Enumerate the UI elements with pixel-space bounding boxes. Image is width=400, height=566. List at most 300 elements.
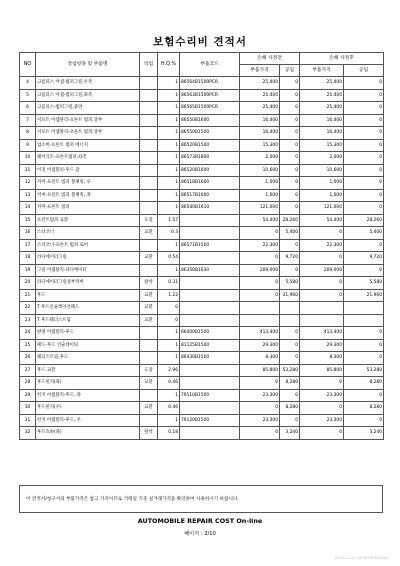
row-price-before: 8,300 xyxy=(240,352,280,365)
row-labor-before: 0 xyxy=(280,164,300,177)
row-part-code xyxy=(180,377,240,390)
row-price-before: 0 xyxy=(240,402,280,415)
row-labor-before: 0 xyxy=(280,202,300,215)
row-labor-after: 0 xyxy=(344,414,384,427)
row-method xyxy=(140,139,158,152)
table-row xyxy=(20,164,384,177)
row-hq: 1 xyxy=(158,152,180,165)
row-price-after: 0 xyxy=(300,289,344,302)
row-hq: 1 xyxy=(158,127,180,140)
row-work-item: 커버-프런트 범퍼 블랭킹, 좌 xyxy=(36,189,140,202)
header-method: 작업 xyxy=(140,53,158,77)
row-method: 도장 xyxy=(140,364,158,377)
row-labor-before: 0 xyxy=(280,152,300,165)
row-price-after: 15,300 xyxy=(300,139,344,152)
row-price-before: 54,400 xyxy=(240,214,280,227)
row-price-after: 16,400 xyxy=(300,127,344,140)
row-price-after: 0 xyxy=(300,252,344,265)
row-no: 23 xyxy=(20,314,36,327)
row-part-code xyxy=(180,289,240,302)
row-hq: 0.31 xyxy=(158,277,180,290)
row-part-code: 86563B1500PCR xyxy=(180,89,240,102)
row-price-before: 209,000 xyxy=(240,264,280,277)
row-price-before: 10,600 xyxy=(240,164,280,177)
row-labor-after: 21,960 xyxy=(344,289,384,302)
row-price-before: 16,400 xyxy=(240,127,280,140)
row-labor-before: 0 xyxy=(280,389,300,402)
row-no: 12 xyxy=(20,177,36,190)
row-labor-after: 9,720 xyxy=(344,252,384,265)
table-row xyxy=(20,239,384,252)
row-no: 28 xyxy=(20,377,36,390)
row-work-item: 커버-프런트 범퍼 블랭킹, 우 xyxy=(36,177,140,190)
row-hq: 1 xyxy=(158,352,180,365)
row-hq: 1 xyxy=(158,114,180,127)
row-labor-after: 0 xyxy=(344,114,384,127)
row-hq: 1 xyxy=(158,139,180,152)
row-price-before: 0 xyxy=(240,252,280,265)
footer-title: AUTOMOBILE REPAIR COST On-line xyxy=(137,517,263,525)
row-price-before: 25,400 xyxy=(240,77,280,90)
row-part-code xyxy=(180,314,240,327)
row-method: 도장 xyxy=(140,214,158,227)
row-method xyxy=(140,77,158,90)
table-row xyxy=(20,102,384,115)
row-part-code: 66400B1500 xyxy=(180,327,240,340)
row-labor-before: 0 xyxy=(280,114,300,127)
row-method: 교환 xyxy=(140,289,158,302)
row-labor-after xyxy=(344,302,384,315)
row-price-before: 22,300 xyxy=(240,239,280,252)
row-method xyxy=(140,202,158,215)
row-no: 30 xyxy=(20,402,36,415)
row-work-item: 힌지 어셈블리-후드, 우 xyxy=(36,414,140,427)
row-labor-after: 3,240 xyxy=(344,427,384,440)
row-price-before: 1,000 xyxy=(240,189,280,202)
row-labor-after: 0 xyxy=(344,177,384,190)
row-no: 19 xyxy=(20,264,36,277)
row-price-after: 10,600 xyxy=(300,164,344,177)
table-row xyxy=(20,177,384,190)
row-part-code: 86564B1500PCR xyxy=(180,77,240,90)
table-row xyxy=(20,189,384,202)
header-part-code: 부품코드 xyxy=(180,53,240,77)
row-work-item: 이징 어셈블리-후드 잠 xyxy=(36,164,140,177)
header-work-item: 작업항목 및 부품명 xyxy=(36,53,140,77)
row-work-item: 크롬피스 어셈-범퍼그릴,좌측 xyxy=(36,89,140,102)
row-no: 24 xyxy=(20,327,36,340)
row-part-code: 86550B1500 xyxy=(180,127,240,140)
row-price-after: 23,300 xyxy=(300,414,344,427)
row-work-item: T 후드인슐레이션패드 xyxy=(36,302,140,315)
table-row xyxy=(20,427,384,440)
row-part-code: 79120B1500 xyxy=(180,414,240,427)
row-no: 4 xyxy=(20,77,36,90)
row-price-after: 1,000 xyxy=(300,189,344,202)
estimate-table xyxy=(19,52,384,440)
row-price-after: 1,000 xyxy=(300,177,344,190)
row-labor-after xyxy=(344,314,384,327)
table-row xyxy=(20,77,384,90)
page-number: 페이지 : 2/10 xyxy=(184,531,216,537)
row-price-after: 22,300 xyxy=(300,239,344,252)
row-labor-after: 0 xyxy=(344,389,384,402)
row-work-item: 웨어식트-프론트범퍼,좌측 xyxy=(36,152,140,165)
row-part-code xyxy=(180,427,240,440)
row-labor-before: 8,280 xyxy=(280,402,300,415)
row-work-item: 업소버-프론트 범퍼 에너지 xyxy=(36,139,140,152)
row-labor-before: 0 xyxy=(280,239,300,252)
row-part-code: 86520B1500 xyxy=(180,139,240,152)
row-work-item: 후드 교환 xyxy=(36,364,140,377)
row-no: 5 xyxy=(20,89,36,102)
row-hq: 1.57 xyxy=(158,214,180,227)
row-price-before: 25,400 xyxy=(240,102,280,115)
row-price-before xyxy=(240,314,280,327)
row-no: 16 xyxy=(20,227,36,240)
row-work-item: 웨더스트립-후드 xyxy=(36,352,140,365)
row-part-code xyxy=(180,277,240,290)
table-row xyxy=(20,264,384,277)
row-hq: 1 xyxy=(158,77,180,90)
row-no: 9 xyxy=(20,139,36,152)
row-labor-before: 9,720 xyxy=(280,252,300,265)
row-price-before: 15,300 xyxy=(240,139,280,152)
row-labor-before: 0 xyxy=(280,414,300,427)
row-price-before: 0 xyxy=(240,289,280,302)
row-labor-before: 0 xyxy=(280,177,300,190)
row-part-code: 81125B1500 xyxy=(180,339,240,352)
row-no: 10 xyxy=(20,152,36,165)
row-hq: 1 xyxy=(158,264,180,277)
table-row xyxy=(20,227,384,240)
row-labor-before: 3,240 xyxy=(280,427,300,440)
document-title: 보험수리비 견적서 xyxy=(153,36,247,48)
row-price-after: 85,800 xyxy=(300,364,344,377)
row-price-before: 413,400 xyxy=(240,327,280,340)
row-work-item: 후드힌지(우) xyxy=(36,402,140,415)
row-work-item: 후드쇼바(좌) xyxy=(36,427,140,440)
row-no: 6 xyxy=(20,102,36,115)
row-hq: 0.18 xyxy=(158,427,180,440)
row-work-item: 커버-프론트 범퍼 xyxy=(36,202,140,215)
table-row xyxy=(20,277,384,290)
header-price-before: 부품가격 xyxy=(240,65,280,77)
header-price-after: 부품가격 xyxy=(300,65,344,77)
row-part-code: 86565B1500PCR xyxy=(180,102,240,115)
row-work-item: 라디에이터그릴 xyxy=(36,252,140,265)
row-price-before: 0 xyxy=(240,277,280,290)
row-price-after: 0 xyxy=(300,277,344,290)
row-labor-after: 0 xyxy=(344,127,384,140)
row-hq: 0 xyxy=(158,302,180,315)
row-no: 22 xyxy=(20,302,36,315)
row-part-code xyxy=(180,364,240,377)
row-work-item: 라디에이터그릴상부커버 xyxy=(36,277,140,290)
row-part-code: 86573B1800 xyxy=(180,152,240,165)
row-price-before: 0 xyxy=(240,227,280,240)
row-labor-after: 28,260 xyxy=(344,214,384,227)
row-price-after: 0 xyxy=(300,427,344,440)
row-labor-before: 0 xyxy=(280,264,300,277)
row-labor-after: 0 xyxy=(344,152,384,165)
row-labor-after: 5,580 xyxy=(344,277,384,290)
row-labor-after: 53,280 xyxy=(344,364,384,377)
row-labor-after: 5,400 xyxy=(344,227,384,240)
row-price-before: 16,400 xyxy=(240,114,280,127)
print-timestamp: 2023-01-27 18:40:08 A02356 xyxy=(334,556,388,560)
row-work-item: 스티코너 xyxy=(36,227,140,240)
row-price-before: 2,000 xyxy=(240,152,280,165)
row-method xyxy=(140,389,158,402)
row-no: 11 xyxy=(20,164,36,177)
row-hq: 0.46 xyxy=(158,402,180,415)
row-work-item: 패드-후드 인슐레이팅 xyxy=(36,339,140,352)
row-labor-before: 28,260 xyxy=(280,214,300,227)
row-hq: 1 xyxy=(158,389,180,402)
row-work-item: 후드힌지(좌) xyxy=(36,377,140,390)
row-no: 7 xyxy=(20,114,36,127)
row-labor-before: 8,280 xyxy=(280,377,300,390)
table-row xyxy=(20,252,384,265)
row-work-item: 크롬피스-범퍼그릴,중앙 xyxy=(36,102,140,115)
row-work-item: 힌지 어셈블리-후드, 좌 xyxy=(36,389,140,402)
row-hq: 0.3 xyxy=(158,227,180,240)
row-work-item: 후드 xyxy=(36,289,140,302)
row-work-item: 크롬피스 어셈-범퍼그릴,우측 xyxy=(36,77,140,90)
row-hq: 1 xyxy=(158,339,180,352)
row-labor-before: 0 xyxy=(280,189,300,202)
row-price-after xyxy=(300,314,344,327)
row-method xyxy=(140,89,158,102)
row-method: 교환 xyxy=(140,302,158,315)
table-row xyxy=(20,339,384,352)
row-price-after: 16,400 xyxy=(300,114,344,127)
row-method: 탈착 xyxy=(140,427,158,440)
row-method xyxy=(140,152,158,165)
row-no: 26 xyxy=(20,352,36,365)
row-labor-after: 0 xyxy=(344,339,384,352)
row-labor-after: 0 xyxy=(344,352,384,365)
row-hq: 1 xyxy=(158,177,180,190)
row-method: 탈착 xyxy=(140,277,158,290)
row-hq: 0 xyxy=(158,314,180,327)
row-hq: 1 xyxy=(158,239,180,252)
table-row xyxy=(20,402,384,415)
row-hq: 0.54 xyxy=(158,252,180,265)
row-method xyxy=(140,327,158,340)
row-part-code xyxy=(180,214,240,227)
row-price-after: 25,400 xyxy=(300,89,344,102)
table-row xyxy=(20,214,384,227)
table-row xyxy=(20,414,384,427)
row-labor-after: 0 xyxy=(344,139,384,152)
row-method: 교환 xyxy=(140,402,158,415)
row-price-after: 54,400 xyxy=(300,214,344,227)
row-no: 20 xyxy=(20,277,36,290)
row-part-code: 86520B1600 xyxy=(180,164,240,177)
table-row xyxy=(20,114,384,127)
row-no: 14 xyxy=(20,202,36,215)
row-hq: 1 xyxy=(158,414,180,427)
row-part-code: 86550B1600 xyxy=(180,114,240,127)
row-labor-before: 0 xyxy=(280,339,300,352)
row-part-code xyxy=(180,227,240,240)
table-row xyxy=(20,314,384,327)
row-work-item: 서포트 어셈블리-프론트 범퍼,상부 xyxy=(36,114,140,127)
row-method xyxy=(140,102,158,115)
row-hq: 2.96 xyxy=(158,364,180,377)
table-row xyxy=(20,89,384,102)
row-method: 교환 xyxy=(140,314,158,327)
row-price-after: 29,300 xyxy=(300,339,344,352)
row-price-after xyxy=(300,302,344,315)
row-no: 31 xyxy=(20,414,36,427)
row-price-before xyxy=(240,302,280,315)
table-row xyxy=(20,377,384,390)
table-row xyxy=(20,302,384,315)
row-labor-before: 21,960 xyxy=(280,289,300,302)
row-method xyxy=(140,189,158,202)
row-labor-before: 0 xyxy=(280,352,300,365)
row-labor-after: 0 xyxy=(344,89,384,102)
row-price-before: 0 xyxy=(240,427,280,440)
row-no: 13 xyxy=(20,189,36,202)
row-hq: 1.22 xyxy=(158,289,180,302)
table-row xyxy=(20,364,384,377)
row-hq: 1 xyxy=(158,189,180,202)
row-labor-after: 0 xyxy=(344,164,384,177)
row-labor-before xyxy=(280,314,300,327)
table-row xyxy=(20,352,384,365)
row-part-code: 86430B1500 xyxy=(180,352,240,365)
row-labor-before xyxy=(280,302,300,315)
row-hq: 1 xyxy=(158,164,180,177)
row-no: 21 xyxy=(20,289,36,302)
row-price-before: 23,300 xyxy=(240,414,280,427)
row-labor-after: 8,280 xyxy=(344,402,384,415)
row-method xyxy=(140,114,158,127)
row-price-after: 413,400 xyxy=(300,327,344,340)
row-labor-after: 0 xyxy=(344,189,384,202)
table-row xyxy=(20,139,384,152)
row-no: 25 xyxy=(20,339,36,352)
header-after-assessment: 손해 사정후 xyxy=(300,53,384,65)
row-labor-after: 0 xyxy=(344,239,384,252)
header-labor-before: 공임 xyxy=(280,65,300,77)
row-part-code: 86571B1500 xyxy=(180,239,240,252)
row-price-after: 0 xyxy=(300,402,344,415)
row-part-code: 86540B1610 xyxy=(180,202,240,215)
row-price-after: 2,000 xyxy=(300,152,344,165)
row-method xyxy=(140,177,158,190)
row-labor-after: 0 xyxy=(344,327,384,340)
row-no: 8 xyxy=(20,127,36,140)
row-method xyxy=(140,127,158,140)
row-hq: 1 xyxy=(158,89,180,102)
row-labor-after: 0 xyxy=(344,202,384,215)
row-method xyxy=(140,264,158,277)
row-work-item: 판넬 어셈블리-후드 xyxy=(36,327,140,340)
row-labor-before: 0 xyxy=(280,139,300,152)
row-method: 교환 xyxy=(140,227,158,240)
row-part-code: 86518B1600 xyxy=(180,177,240,190)
table-row xyxy=(20,152,384,165)
row-price-before: 25,400 xyxy=(240,89,280,102)
row-labor-before: 0 xyxy=(280,102,300,115)
table-row xyxy=(20,289,384,302)
row-method xyxy=(140,352,158,365)
row-part-code: 86350B1630 xyxy=(180,264,240,277)
row-work-item: 프런트범퍼 교환 xyxy=(36,214,140,227)
row-part-code xyxy=(180,302,240,315)
row-labor-before: 0 xyxy=(280,327,300,340)
row-labor-before: 0 xyxy=(280,77,300,90)
row-price-before: 23,300 xyxy=(240,389,280,402)
header-no: NO xyxy=(20,53,36,77)
header-hq: H.Q.% xyxy=(158,53,180,77)
row-price-before: 29,300 xyxy=(240,339,280,352)
row-hq: 1 xyxy=(158,327,180,340)
row-price-after: 25,400 xyxy=(300,102,344,115)
row-price-after: 23,300 xyxy=(300,389,344,402)
header-before-assessment: 손해 사정전 xyxy=(240,53,300,65)
row-price-after: 209,000 xyxy=(300,264,344,277)
row-no: 18 xyxy=(20,252,36,265)
row-no: 27 xyxy=(20,364,36,377)
row-no: 15 xyxy=(20,214,36,227)
table-row xyxy=(20,127,384,140)
row-labor-before: 5,580 xyxy=(280,277,300,290)
row-price-before: 121,000 xyxy=(240,202,280,215)
row-work-item: 서포트 어셈블리-프론트 범퍼,상부 xyxy=(36,127,140,140)
row-labor-after: 0 xyxy=(344,77,384,90)
row-price-after: 121,000 xyxy=(300,202,344,215)
row-price-before: 85,800 xyxy=(240,364,280,377)
row-hq: 1 xyxy=(158,102,180,115)
row-price-after: 25,400 xyxy=(300,77,344,90)
row-labor-after: 0 xyxy=(344,102,384,115)
row-labor-before: 53,280 xyxy=(280,364,300,377)
row-work-item: T 후드웨더스트립 xyxy=(36,314,140,327)
row-labor-after: 8,280 xyxy=(344,377,384,390)
row-no: 17 xyxy=(20,239,36,252)
row-method xyxy=(140,164,158,177)
row-labor-after: 0 xyxy=(344,264,384,277)
row-no: 32 xyxy=(20,427,36,440)
row-price-after: 0 xyxy=(300,227,344,240)
row-part-code: 79110B1500 xyxy=(180,389,240,402)
row-price-after: 0 xyxy=(300,377,344,390)
row-method: 교환 xyxy=(140,252,158,265)
table-row xyxy=(20,389,384,402)
row-part-code: 86517B1600 xyxy=(180,189,240,202)
row-price-before: 1,000 xyxy=(240,177,280,190)
row-work-item: 그릴 어셈블리-라디에이터 xyxy=(36,264,140,277)
table-row xyxy=(20,202,384,215)
row-method xyxy=(140,239,158,252)
row-part-code xyxy=(180,402,240,415)
row-labor-before: 0 xyxy=(280,89,300,102)
row-no: 29 xyxy=(20,389,36,402)
row-hq: 1 xyxy=(158,202,180,215)
row-method: 교환 xyxy=(140,377,158,390)
row-labor-before: 5,400 xyxy=(280,227,300,240)
row-labor-before: 0 xyxy=(280,127,300,140)
header-labor-after: 공임 xyxy=(344,65,384,77)
price-notice: 이 견적서/청구서의 부품가격은 참고 가격이므로 거래일 기준 실거래가격을 확인하여 사용하시기 바랍니다. xyxy=(19,485,383,513)
row-method xyxy=(140,339,158,352)
